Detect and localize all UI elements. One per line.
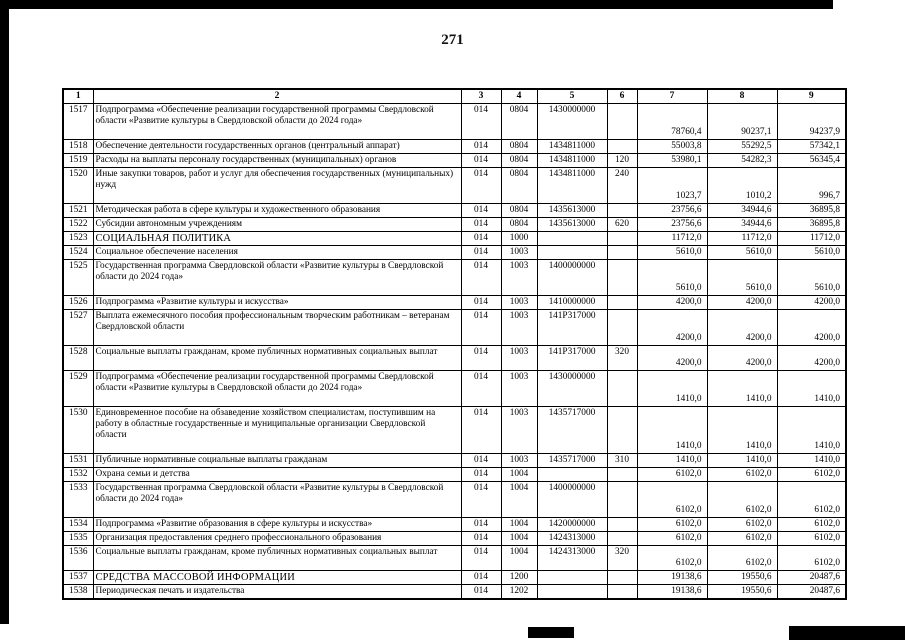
amount-year2-cell: 6102,0 [707,482,777,518]
amount-year1-cell: 5610,0 [637,260,707,296]
table-row [63,371,846,407]
expense-type-code-cell [607,104,637,140]
scan-artifact-top-bar [0,0,833,9]
grbs-code-cell: 014 [461,296,501,310]
amount-year2-cell: 11712,0 [707,232,777,246]
amount-year1-cell: 6102,0 [637,518,707,532]
section-code-cell: 0804 [501,204,537,218]
section-code-cell: 0804 [501,168,537,204]
column-header-2: 2 [93,89,461,104]
target-article-code-cell: 1435717000 [537,407,607,454]
table-row [63,585,846,600]
amount-year2-cell: 19550,6 [707,571,777,585]
table-row [63,246,846,260]
target-article-code-cell: 1420000000 [537,518,607,532]
amount-year3-cell: 5610,0 [777,246,846,260]
table-row [63,260,846,296]
grbs-code-cell: 014 [461,346,501,371]
expense-type-code-cell [607,482,637,518]
scan-artifact-bottom-mark [528,627,574,638]
amount-year3-cell: 1410,0 [777,454,846,468]
grbs-code-cell: 014 [461,168,501,204]
description-cell: Выплата ежемесячного пособия профессиональным творческим работникам – ветеранам Свердловской области [93,310,461,346]
grbs-code-cell: 014 [461,218,501,232]
description-cell: СРЕДСТВА МАССОВОЙ ИНФОРМАЦИИ [93,571,461,585]
amount-year1-cell: 1023,7 [637,168,707,204]
target-article-code-cell: 141P317000 [537,310,607,346]
description-cell: Государственная программа Свердловской области «Развитие культуры в Свердловской области до 2024 года» [93,482,461,518]
grbs-code-cell: 014 [461,468,501,482]
amount-year2-cell: 6102,0 [707,518,777,532]
grbs-code-cell: 014 [461,104,501,140]
amount-year1-cell: 78760,4 [637,104,707,140]
amount-year2-cell: 34944,6 [707,204,777,218]
description-cell: Подпрограмма «Развитие образования в сфере культуры и искусства» [93,518,461,532]
grbs-code-cell: 014 [461,154,501,168]
target-article-code-cell: 141P317000 [537,346,607,371]
expense-type-code-cell [607,585,637,600]
amount-year2-cell: 1010,2 [707,168,777,204]
grbs-code-cell: 014 [461,260,501,296]
target-article-code-cell: 1400000000 [537,482,607,518]
row-code-cell: 1521 [63,204,93,218]
scan-artifact-bottom-right-mark [789,626,905,640]
section-row [63,571,846,585]
description-cell: Публичные нормативные социальные выплаты гражданам [93,454,461,468]
description-cell: Подпрограмма «Развитие культуры и искусства» [93,296,461,310]
scan-artifact-left-bar [0,0,9,624]
table-row [63,546,846,571]
row-code-cell: 1527 [63,310,93,346]
target-article-code-cell: 1435717000 [537,454,607,468]
expense-type-code-cell [607,407,637,454]
amount-year2-cell: 6102,0 [707,468,777,482]
table-row [63,518,846,532]
table-row [63,204,846,218]
grbs-code-cell: 014 [461,518,501,532]
target-article-code-cell: 1410000000 [537,296,607,310]
amount-year2-cell: 34944,6 [707,218,777,232]
expense-type-code-cell [607,246,637,260]
table-row [63,310,846,346]
amount-year3-cell: 56345,4 [777,154,846,168]
column-header-9: 9 [777,89,846,104]
section-code-cell: 0804 [501,218,537,232]
target-article-code-cell [537,246,607,260]
amount-year2-cell: 4200,0 [707,346,777,371]
amount-year2-cell: 5610,0 [707,246,777,260]
amount-year3-cell: 5610,0 [777,260,846,296]
row-code-cell: 1526 [63,296,93,310]
description-cell: Единовременное пособие на обзаведение хозяйством специалистам, поступившим на работу в областные государственные и муниципальные организации Свердловской области [93,407,461,454]
grbs-code-cell: 014 [461,546,501,571]
amount-year1-cell: 4200,0 [637,346,707,371]
target-article-code-cell: 1430000000 [537,104,607,140]
section-code-cell: 1004 [501,518,537,532]
expense-type-code-cell [607,532,637,546]
expense-type-code-cell [607,232,637,246]
target-article-code-cell: 1434811000 [537,154,607,168]
amount-year2-cell: 1410,0 [707,454,777,468]
expense-type-code-cell: 240 [607,168,637,204]
amount-year3-cell: 6102,0 [777,518,846,532]
amount-year1-cell: 55003,8 [637,140,707,154]
target-article-code-cell [537,585,607,600]
expense-type-code-cell [607,371,637,407]
row-code-cell: 1531 [63,454,93,468]
amount-year3-cell: 20487,6 [777,585,846,600]
amount-year1-cell: 5610,0 [637,246,707,260]
grbs-code-cell: 014 [461,482,501,518]
description-cell: Организация предоставления среднего профессионального образования [93,532,461,546]
row-code-cell: 1518 [63,140,93,154]
target-article-code-cell [537,571,607,585]
amount-year2-cell: 4200,0 [707,296,777,310]
table-row [63,296,846,310]
table-row [63,140,846,154]
row-code-cell: 1532 [63,468,93,482]
column-header-4: 4 [501,89,537,104]
section-code-cell: 1003 [501,260,537,296]
target-article-code-cell: 1424313000 [537,532,607,546]
grbs-code-cell: 014 [461,407,501,454]
amount-year2-cell: 1410,0 [707,371,777,407]
amount-year2-cell: 54282,3 [707,154,777,168]
table-row [63,532,846,546]
table-row [63,218,846,232]
expense-type-code-cell: 310 [607,454,637,468]
amount-year1-cell: 23756,6 [637,218,707,232]
amount-year3-cell: 57342,1 [777,140,846,154]
section-row [63,232,846,246]
row-code-cell: 1533 [63,482,93,518]
expense-type-code-cell: 120 [607,154,637,168]
section-code-cell: 1004 [501,482,537,518]
amount-year3-cell: 6102,0 [777,532,846,546]
table-header [63,89,846,104]
row-code-cell: 1534 [63,518,93,532]
amount-year2-cell: 4200,0 [707,310,777,346]
column-header-5: 5 [537,89,607,104]
grbs-code-cell: 014 [461,310,501,346]
amount-year3-cell: 6102,0 [777,546,846,571]
description-cell: Социальные выплаты гражданам, кроме публичных нормативных социальных выплат [93,546,461,571]
section-code-cell: 1003 [501,454,537,468]
target-article-code-cell: 1430000000 [537,371,607,407]
amount-year2-cell: 1410,0 [707,407,777,454]
table-row [63,104,846,140]
target-article-code-cell: 1424313000 [537,546,607,571]
expense-type-code-cell [607,468,637,482]
expense-type-code-cell [607,140,637,154]
row-code-cell: 1528 [63,346,93,371]
amount-year1-cell: 6102,0 [637,482,707,518]
amount-year3-cell: 4200,0 [777,310,846,346]
row-code-cell: 1529 [63,371,93,407]
expense-type-code-cell: 620 [607,218,637,232]
row-code-cell: 1536 [63,546,93,571]
table-row [63,482,846,518]
expense-type-code-cell [607,204,637,218]
description-cell: Обеспечение деятельности государственных органов (центральный аппарат) [93,140,461,154]
row-code-cell: 1538 [63,585,93,600]
amount-year1-cell: 6102,0 [637,546,707,571]
amount-year1-cell: 1410,0 [637,371,707,407]
amount-year1-cell: 4200,0 [637,310,707,346]
budget-table [62,88,847,600]
target-article-code-cell [537,232,607,246]
description-cell: Иные закупки товаров, работ и услуг для обеспечения государственных (муниципальных) нужд [93,168,461,204]
section-code-cell: 1003 [501,246,537,260]
page-number: 271 [441,32,464,48]
amount-year2-cell: 90237,1 [707,104,777,140]
target-article-code-cell: 1435613000 [537,204,607,218]
section-code-cell: 1003 [501,296,537,310]
expense-type-code-cell [607,296,637,310]
section-code-cell: 1004 [501,546,537,571]
amount-year3-cell: 20487,6 [777,571,846,585]
amount-year3-cell: 4200,0 [777,296,846,310]
section-code-cell: 1003 [501,346,537,371]
row-code-cell: 1517 [63,104,93,140]
amount-year3-cell: 36895,8 [777,218,846,232]
section-code-cell: 0804 [501,104,537,140]
section-code-cell: 1003 [501,310,537,346]
section-code-cell: 1200 [501,571,537,585]
amount-year1-cell: 6102,0 [637,532,707,546]
amount-year2-cell: 5610,0 [707,260,777,296]
target-article-code-cell: 1400000000 [537,260,607,296]
header-row [63,89,846,104]
row-code-cell: 1519 [63,154,93,168]
description-cell: Расходы на выплаты персоналу государственных (муниципальных) органов [93,154,461,168]
column-header-7: 7 [637,89,707,104]
description-cell: Охрана семьи и детства [93,468,461,482]
grbs-code-cell: 014 [461,532,501,546]
amount-year1-cell: 19138,6 [637,571,707,585]
expense-type-code-cell: 320 [607,546,637,571]
amount-year2-cell: 6102,0 [707,532,777,546]
expense-type-code-cell [607,518,637,532]
row-code-cell: 1537 [63,571,93,585]
section-code-cell: 1003 [501,407,537,454]
amount-year1-cell: 6102,0 [637,468,707,482]
amount-year1-cell: 11712,0 [637,232,707,246]
table-row [63,454,846,468]
amount-year3-cell: 36895,8 [777,204,846,218]
amount-year1-cell: 1410,0 [637,407,707,454]
grbs-code-cell: 014 [461,571,501,585]
section-code-cell: 0804 [501,154,537,168]
amount-year2-cell: 19550,6 [707,585,777,600]
amount-year1-cell: 23756,6 [637,204,707,218]
column-header-8: 8 [707,89,777,104]
amount-year1-cell: 1410,0 [637,454,707,468]
amount-year3-cell: 94237,9 [777,104,846,140]
amount-year3-cell: 4200,0 [777,346,846,371]
grbs-code-cell: 014 [461,204,501,218]
section-code-cell: 1004 [501,532,537,546]
column-header-6: 6 [607,89,637,104]
amount-year3-cell: 996,7 [777,168,846,204]
amount-year3-cell: 1410,0 [777,371,846,407]
section-code-cell: 1003 [501,371,537,407]
amount-year2-cell: 55292,5 [707,140,777,154]
table-row [63,346,846,371]
description-cell: Подпрограмма «Обеспечение реализации государственной программы Свердловской области «Развитие культуры в Свердловской области до 2024 года» [93,371,461,407]
description-cell: Социальное обеспечение населения [93,246,461,260]
grbs-code-cell: 014 [461,140,501,154]
grbs-code-cell: 014 [461,585,501,600]
grbs-code-cell: 014 [461,232,501,246]
expense-type-code-cell: 320 [607,346,637,371]
amount-year3-cell: 11712,0 [777,232,846,246]
amount-year1-cell: 4200,0 [637,296,707,310]
table-row [63,407,846,454]
description-cell: Подпрограмма «Обеспечение реализации государственной программы Свердловской области «Развитие культуры в Свердловской области до 2024 года» [93,104,461,140]
table-body [63,104,846,600]
row-code-cell: 1522 [63,218,93,232]
section-code-cell: 0804 [501,140,537,154]
expense-type-code-cell [607,571,637,585]
description-cell: Методическая работа в сфере культуры и художественного образования [93,204,461,218]
target-article-code-cell: 1434811000 [537,140,607,154]
section-code-cell: 1004 [501,468,537,482]
row-code-cell: 1520 [63,168,93,204]
amount-year3-cell: 6102,0 [777,468,846,482]
table-row [63,154,846,168]
row-code-cell: 1535 [63,532,93,546]
amount-year1-cell: 19138,6 [637,585,707,600]
target-article-code-cell: 1434811000 [537,168,607,204]
grbs-code-cell: 014 [461,246,501,260]
row-code-cell: 1523 [63,232,93,246]
amount-year3-cell: 6102,0 [777,482,846,518]
expense-type-code-cell [607,310,637,346]
target-article-code-cell: 1435613000 [537,218,607,232]
description-cell: Государственная программа Свердловской области «Развитие культуры в Свердловской области до 2024 года» [93,260,461,296]
column-header-3: 3 [461,89,501,104]
expense-type-code-cell [607,260,637,296]
amount-year1-cell: 53980,1 [637,154,707,168]
row-code-cell: 1524 [63,246,93,260]
table-row [63,168,846,204]
description-cell: СОЦИАЛЬНАЯ ПОЛИТИКА [93,232,461,246]
description-cell: Субсидии автономным учреждениям [93,218,461,232]
section-code-cell: 1000 [501,232,537,246]
column-header-1: 1 [63,89,93,104]
grbs-code-cell: 014 [461,371,501,407]
target-article-code-cell [537,468,607,482]
table-row [63,468,846,482]
amount-year2-cell: 6102,0 [707,546,777,571]
row-code-cell: 1525 [63,260,93,296]
grbs-code-cell: 014 [461,454,501,468]
description-cell: Социальные выплаты гражданам, кроме публичных нормативных социальных выплат [93,346,461,371]
amount-year3-cell: 1410,0 [777,407,846,454]
description-cell: Периодическая печать и издательства [93,585,461,600]
row-code-cell: 1530 [63,407,93,454]
section-code-cell: 1202 [501,585,537,600]
